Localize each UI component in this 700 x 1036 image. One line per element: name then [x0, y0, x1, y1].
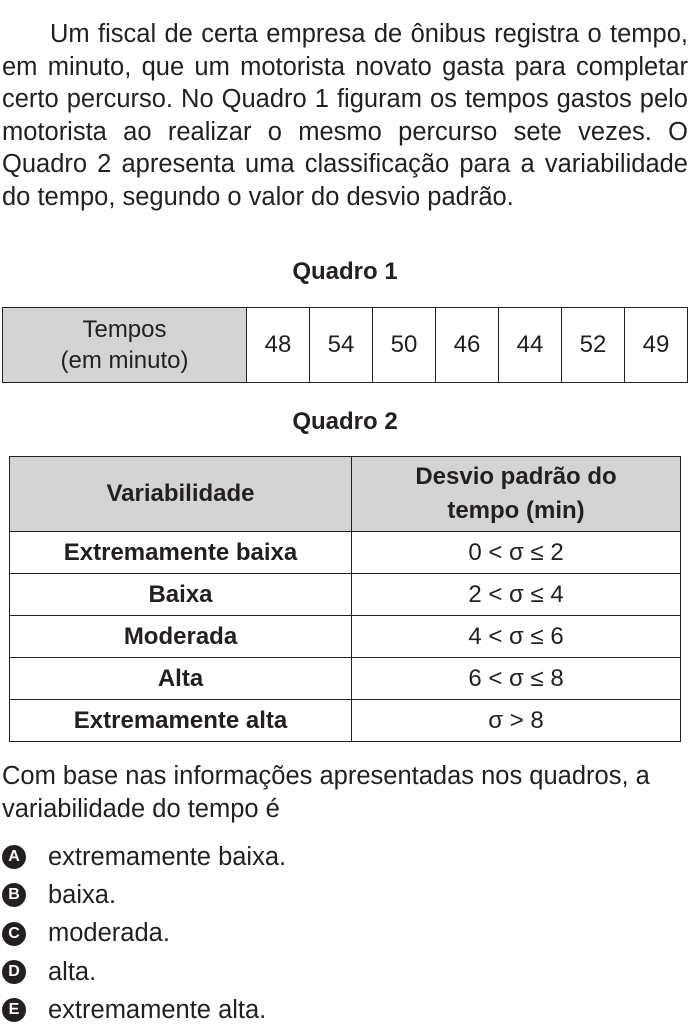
desvio-range: 4 < σ ≤ 6: [352, 616, 681, 658]
table-row: [10, 700, 681, 742]
question-stem: Com base nas informações apresentadas nos quadros, a variabilidade do tempo é: [2, 762, 650, 823]
table-row: [10, 574, 681, 616]
table-row: [10, 658, 681, 700]
quadro2-header-variabilidade: Variabilidade: [10, 457, 352, 532]
quadro2-table: [9, 456, 681, 742]
variabilidade-label: Alta: [10, 658, 352, 700]
quadro1-value: 49: [625, 308, 688, 383]
option-a-text: extremamente baixa.: [48, 842, 287, 871]
quadro1-value: 48: [247, 308, 310, 383]
option-a-badge: A: [2, 845, 26, 869]
quadro1-table: [2, 307, 688, 383]
option-e-badge: E: [2, 998, 26, 1022]
quadro1-value: 54: [310, 308, 373, 383]
quadro1-title: Quadro 1: [292, 258, 398, 285]
option-d[interactable]: [0, 953, 286, 991]
quadro2-title: Quadro 2: [292, 408, 398, 435]
answer-options: [0, 838, 286, 1029]
intro-paragraph: Um fiscal de certa empresa de ônibus registra o tempo, em minuto, que um motorista novato gasta para completar certo percurso. No Quadro 1 figuram os tempos gastos pelo motorista ao realizar o mesmo percurso sete vezes. O Quadro 2 apresenta uma classificação para a variabilidade do tempo, segundo o valor do desvio padrão.: [2, 20, 688, 211]
quadro1-value: 50: [373, 308, 436, 383]
quadro1-value: 52: [562, 308, 625, 383]
quadro1-header-line1: Tempos: [82, 316, 167, 343]
table-header-row: [10, 457, 681, 532]
desvio-range: 6 < σ ≤ 8: [352, 658, 681, 700]
quadro2-header-line1: Desvio padrão do: [415, 463, 617, 490]
option-a[interactable]: [0, 838, 286, 876]
variabilidade-label: Baixa: [10, 574, 352, 616]
desvio-range: σ > 8: [352, 700, 681, 742]
option-c-text: moderada.: [48, 919, 170, 948]
table-row: [10, 532, 681, 574]
quadro1-header: [3, 308, 247, 383]
option-b-text: baixa.: [48, 880, 117, 909]
option-d-badge: D: [2, 960, 26, 984]
option-c[interactable]: [0, 915, 286, 953]
quadro2-header-line2: tempo (min): [447, 497, 585, 524]
desvio-range: 0 < σ ≤ 2: [352, 532, 681, 574]
quadro2-header-desvio: [352, 457, 681, 532]
variabilidade-label: Extremamente baixa: [10, 532, 352, 574]
option-b[interactable]: [0, 876, 286, 914]
option-b-badge: B: [2, 883, 26, 907]
quadro1-value: 44: [499, 308, 562, 383]
option-d-text: alta.: [48, 957, 97, 986]
option-c-badge: C: [2, 922, 26, 946]
option-e-text: extremamente alta.: [48, 995, 267, 1024]
quadro1-header-line2: (em minuto): [60, 347, 189, 374]
desvio-range: 2 < σ ≤ 4: [352, 574, 681, 616]
quadro1-value: 46: [436, 308, 499, 383]
option-e[interactable]: [0, 991, 286, 1029]
table-row: [10, 616, 681, 658]
variabilidade-label: Extremamente alta: [10, 700, 352, 742]
table-row: [3, 308, 688, 383]
variabilidade-label: Moderada: [10, 616, 352, 658]
